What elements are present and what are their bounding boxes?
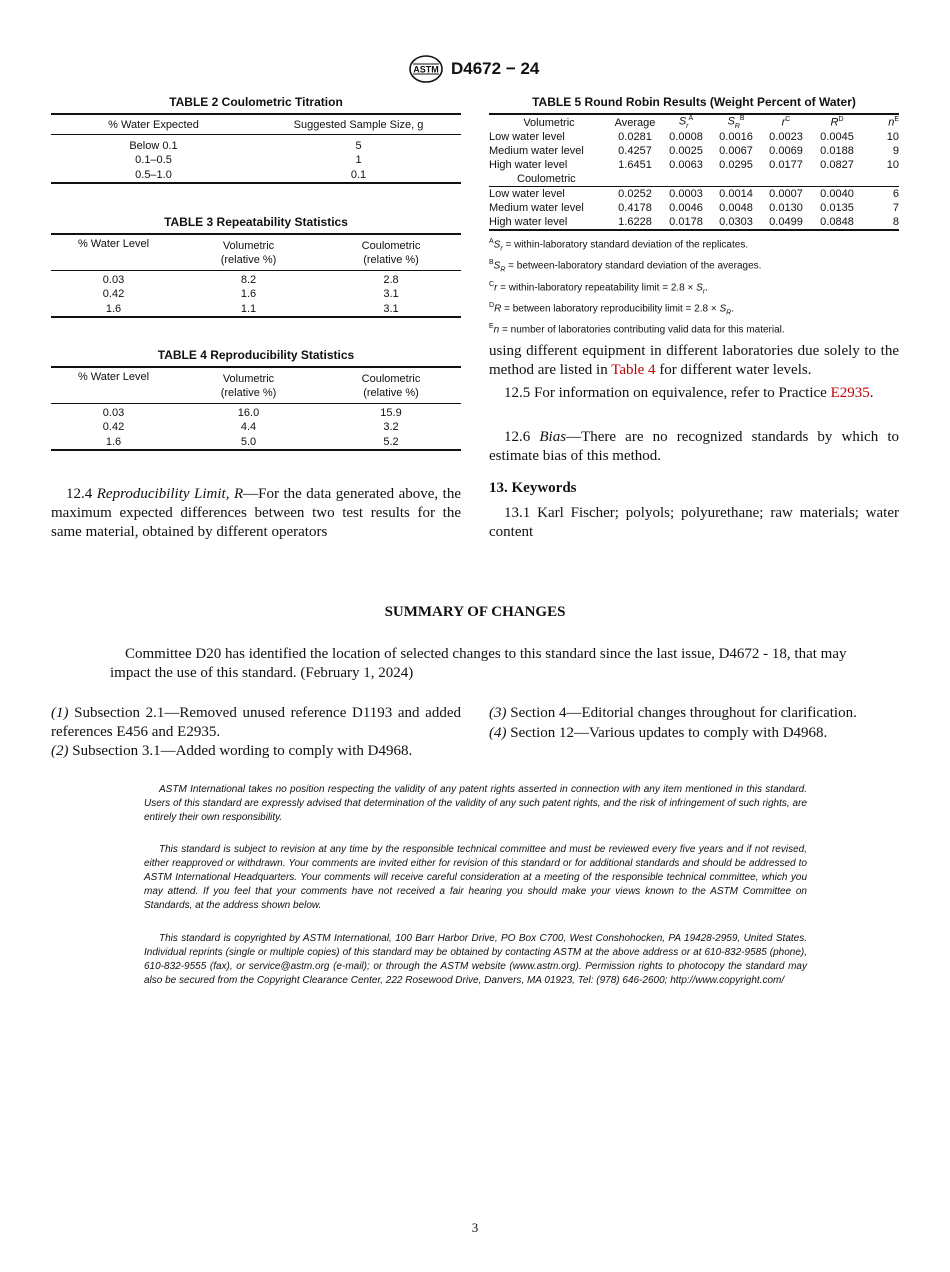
table5-cell: Medium water level xyxy=(489,145,584,157)
table2-cell: 0.1–0.5 xyxy=(135,154,172,166)
section-heading-keywords: 13. Keywords xyxy=(489,480,577,496)
paragraph-13-1: 13.1 Karl Fischer; polyols; polyurethane; raw materials; water content xyxy=(489,505,899,540)
table5-cell: 0.4257 xyxy=(618,145,652,157)
table4-header-sub: (relative %) xyxy=(220,387,277,399)
summary-heading: SUMMARY OF CHANGES xyxy=(384,604,566,620)
table5-header: Average xyxy=(614,116,656,129)
page-number: 3 xyxy=(471,1220,479,1235)
table5-cell: 1.6451 xyxy=(618,159,652,171)
footnote-text: = within-laboratory standard deviation of the replicates. xyxy=(502,239,749,251)
table5-cell: High water level xyxy=(489,159,568,171)
table5-cell: Low water level xyxy=(489,131,565,143)
table5-cell: 0.0067 xyxy=(719,145,753,157)
table3-cell: 0.03 xyxy=(102,274,125,286)
table3-cell: 1.1 xyxy=(240,302,257,315)
astm-logo xyxy=(407,55,445,83)
table5-footnote xyxy=(489,278,899,299)
table5-header-sub: R xyxy=(734,122,740,130)
table5-cell: 7 xyxy=(892,202,899,214)
table5-header-sup: E xyxy=(894,116,899,124)
table5-header: n xyxy=(888,116,895,129)
copyright-notice: This standard is copyrighted by ASTM International, 100 Barr Harbor Drive, PO Box C700, West Conshohocken, PA 19428-2959, United States. Individual reprints (single or multiple copies) of this standard may be obtained by contacting ASTM at the above address or at 610-832-9585 (phone), 610-832-9555 (fax), or service@astm.org (e-mail); or through the ASTM website (www.astm.org). Permission rights to photocopy the standard may also be secured from the Copyright Clearance Center, 222 Rosewood Drive, Danvers, MA 01923, Tel: (978) 646-2600; http://www.copyright.com/ xyxy=(144,933,807,986)
table5-cell: 0.0252 xyxy=(618,188,652,200)
table5-header-sup: C xyxy=(785,116,791,124)
table5-cell: 6 xyxy=(892,188,899,200)
para-number: 12.4 xyxy=(66,486,97,502)
table5-cell: 1.6228 xyxy=(618,216,652,228)
footnote-mark: B xyxy=(489,259,494,267)
table5-cell: 0.0827 xyxy=(820,159,854,171)
paragraph-12-6 xyxy=(489,428,899,466)
item-text: Section 4—Editorial changes throughout for clarification. xyxy=(506,705,857,721)
table5-cell: 0.0046 xyxy=(669,202,703,214)
footnote-text: . xyxy=(705,281,708,293)
footnote-sub: r xyxy=(702,287,706,295)
footnote-sub: r xyxy=(500,245,503,253)
summary-item-3 xyxy=(489,704,899,723)
para-body: 12.5 For information on equivalence, refer to Practice xyxy=(504,385,831,401)
table5-cell: 0.0281 xyxy=(618,131,652,143)
summary-intro: Committee D20 has identified the location of selected changes to this standard since the last issue, D4672 - 18, that may impact the use of this standard. (February 1, 2024) xyxy=(110,646,847,681)
table5-cell: 0.0008 xyxy=(669,131,703,143)
table4 xyxy=(51,366,461,451)
para-body: using different equipment in different laboratories due solely to the method are listed in xyxy=(489,343,899,378)
item-text: Subsection 3.1—Added wording to comply with D4968. xyxy=(68,743,413,759)
revision-notice: This standard is subject to revision at any time by the responsible technical committee and must be reviewed every five years and if not revised, either reapproved or withdrawn. Your comments are invited either for revision of this standard or for additional standards and should be addressed to ASTM International Headquarters. Your comments will receive careful consideration at a meeting of the responsible technical committee, which you may attend. If you feel that your comments have not received a fair hearing you should make your views known to the ASTM Committee on Standards, at the address shown below. xyxy=(144,844,807,911)
table4-cell: 15.9 xyxy=(380,407,402,419)
table5-row xyxy=(489,215,899,230)
summary-item-4 xyxy=(489,724,899,743)
table5-header-sup: D xyxy=(838,116,844,124)
table5-cell: 0.0177 xyxy=(769,159,803,171)
footnote-symbol: S xyxy=(696,281,703,293)
table5-cell: 0.0178 xyxy=(669,216,703,228)
e2935-link[interactable]: E2935 xyxy=(830,385,870,401)
table5-cell: 0.0048 xyxy=(719,202,753,214)
item-number: (2) xyxy=(51,743,69,759)
table2-header: % Water Expected xyxy=(108,118,199,131)
table3-header: Coulometric xyxy=(361,240,421,252)
table4-header: % Water Level xyxy=(77,371,150,383)
table5-cell: 0.0069 xyxy=(769,145,803,157)
table5-header: r xyxy=(781,116,786,129)
table4-cell: 1.6 xyxy=(105,435,122,448)
table2-caption: TABLE 2 Coulometric Titration xyxy=(169,95,343,109)
item-text: Section 12—Various updates to comply with D4968. xyxy=(506,725,828,741)
table3-cell: 1.6 xyxy=(105,302,122,315)
para-title: Reproducibility Limit, R xyxy=(96,486,244,502)
table4-link[interactable]: Table 4 xyxy=(611,362,656,378)
table5-cell: 8 xyxy=(892,216,899,228)
table5-cell: High water level xyxy=(489,216,568,228)
table5-cell: 0.0499 xyxy=(769,216,803,228)
footnote-text: = between-laboratory standard deviation of the averages. xyxy=(505,260,762,272)
table5-cell: 0.4178 xyxy=(618,202,652,214)
table4-header: Coulometric xyxy=(361,373,421,385)
table5-cell: 0.0045 xyxy=(820,131,854,143)
summary-item-2 xyxy=(51,742,461,761)
item-number: (4) xyxy=(489,725,507,741)
table5-cell: 0.0040 xyxy=(820,188,854,200)
table4-cell: 5.0 xyxy=(240,435,257,448)
footnote-mark: C xyxy=(489,280,495,288)
table3-header: % Water Level xyxy=(77,238,150,250)
table4-header: Volumetric xyxy=(222,373,275,385)
table5-cell: 0.0007 xyxy=(769,188,803,200)
item-number: (1) xyxy=(51,705,69,721)
footnote-symbol: r xyxy=(494,281,498,293)
footnote-text: . xyxy=(731,303,734,315)
table3-header-sub: (relative %) xyxy=(363,254,419,266)
footnote-mark: E xyxy=(489,323,494,331)
footnote-text: = between laboratory reproducibility limit = 2.8 × xyxy=(501,303,720,315)
table5-header: S xyxy=(678,115,687,128)
table5-footnotes xyxy=(489,235,899,338)
table2 xyxy=(51,113,461,184)
footnote-symbol: S xyxy=(493,239,501,251)
footnote-symbol: n xyxy=(493,324,500,336)
table2-cell: 0.1 xyxy=(350,168,367,181)
page-header xyxy=(0,55,950,85)
table4-caption: TABLE 4 Reproducibility Statistics xyxy=(157,348,355,362)
table5-cell: 10 xyxy=(886,159,899,171)
table5-header: R xyxy=(830,116,839,129)
table5-cell: 0.0848 xyxy=(820,216,854,228)
footnote-mark: D xyxy=(489,301,495,309)
table5-cell: 0.0023 xyxy=(769,131,803,143)
table5-header: S xyxy=(727,115,735,128)
table5-cell: Medium water level xyxy=(489,202,584,214)
table5-cell: 0.0135 xyxy=(820,202,854,214)
table5-header: Volumetric xyxy=(523,116,575,129)
table3-cell: 1.6 xyxy=(240,288,257,300)
table5-header-sub: r xyxy=(686,122,689,130)
table4-cell: 4.4 xyxy=(240,421,257,433)
table5-footnote xyxy=(489,256,899,277)
table2-cell: 1 xyxy=(355,154,362,166)
table5-cell: 9 xyxy=(892,145,899,157)
table5-row xyxy=(489,158,899,172)
table5-caption: TABLE 5 Round Robin Results (Weight Percent of Water) xyxy=(532,95,856,109)
patent-notice: ASTM International takes no position respecting the validity of any patent rights asserted in connection with any item mentioned in this standard. Users of this standard are expressly advised that determination of the validity of any such patent rights, and the risk of infringement of such rights, are entirely their own responsibility. xyxy=(144,784,807,823)
table2-cell: 5 xyxy=(355,139,362,152)
table2-cell: 0.5–1.0 xyxy=(135,168,172,181)
table5-row xyxy=(489,130,899,144)
table4-cell: 5.2 xyxy=(383,435,399,448)
footnote-symbol: S xyxy=(719,303,727,315)
table3-cell: 3.1 xyxy=(383,302,399,315)
summary-item-1 xyxy=(51,704,461,742)
table5-cell: Low water level xyxy=(489,188,565,200)
table3-header-sub: (relative %) xyxy=(220,254,277,266)
table5-cell: 0.0014 xyxy=(719,188,753,200)
footnote-sub: R xyxy=(726,309,732,317)
footnote-symbol: R xyxy=(494,303,502,315)
para-body: for different water levels. xyxy=(655,362,812,378)
table5-volumetric-body xyxy=(489,130,899,172)
footnote-text: = within-laboratory repeatability limit = 2.8 × xyxy=(497,281,697,293)
paragraph-12-4-continued xyxy=(489,342,899,380)
item-number: (3) xyxy=(489,705,507,721)
table5-cell: 0.0063 xyxy=(669,159,703,171)
table5-row xyxy=(489,144,899,158)
footnote-sub: R xyxy=(500,266,506,274)
table2-cell: Below 0.1 xyxy=(129,139,178,152)
table5-header-sup: A xyxy=(688,115,694,123)
table5-cell: 0.0025 xyxy=(669,145,703,157)
table4-cell: 0.42 xyxy=(102,421,125,433)
table5-cell: 0.0016 xyxy=(719,131,753,143)
table5-footnote xyxy=(489,299,899,320)
table3-cell: 0.42 xyxy=(102,288,125,300)
table4-header-sub: (relative %) xyxy=(363,387,419,399)
footnote-text: = number of laboratories contributing valid data for this material. xyxy=(499,324,785,336)
table5-cell: 0.0003 xyxy=(669,188,703,200)
table5-coulometric-label: Coulometric xyxy=(489,172,899,187)
table5-cell: 10 xyxy=(886,131,899,143)
para-body: —There are no recognized standards by which to estimate bias of this method. xyxy=(489,429,900,464)
footnote-mark: A xyxy=(489,238,494,245)
para-title: Bias xyxy=(539,429,567,445)
para-number: 12.6 xyxy=(504,429,540,445)
table2-header: Suggested Sample Size, g xyxy=(293,118,424,131)
table5-row xyxy=(489,187,899,202)
logo-text: ASTM xyxy=(413,64,439,75)
table5-footnote xyxy=(489,320,899,337)
table5-header-sup: B xyxy=(739,115,745,123)
table4-cell: 3.2 xyxy=(383,421,399,433)
table3-header: Volumetric xyxy=(222,240,275,252)
paragraph-12-5 xyxy=(489,384,899,403)
table3-caption: TABLE 3 Repeatability Statistics xyxy=(164,215,348,229)
table5-cell: 0.0188 xyxy=(820,145,854,157)
standard-designation: D4672 − 24 xyxy=(451,59,540,78)
table5-cell: 0.0130 xyxy=(769,202,803,214)
table5-row xyxy=(489,201,899,215)
item-text: Subsection 2.1—Removed unused reference D1193 and added references E456 and E2935. xyxy=(51,705,461,740)
para-body: —For the data generated above, the maximum expected differences between two test results for the same material, obtained by different operators xyxy=(51,486,461,540)
para-body: . xyxy=(869,385,874,401)
table5-cell: 0.0295 xyxy=(719,159,753,171)
footnote-symbol: S xyxy=(493,260,501,272)
table5-footnote xyxy=(489,235,899,256)
table5 xyxy=(489,113,899,231)
paragraph-12-4 xyxy=(51,485,461,542)
table5-coulometric-body xyxy=(489,187,899,231)
table4-cell: 16.0 xyxy=(237,407,260,419)
table3-cell: 3.1 xyxy=(383,288,399,300)
table3-cell: 2.8 xyxy=(383,274,399,286)
table4-cell: 0.03 xyxy=(102,407,125,419)
table3 xyxy=(51,233,461,318)
table3-cell: 8.2 xyxy=(240,274,257,286)
table5-cell: 0.0303 xyxy=(719,216,753,228)
